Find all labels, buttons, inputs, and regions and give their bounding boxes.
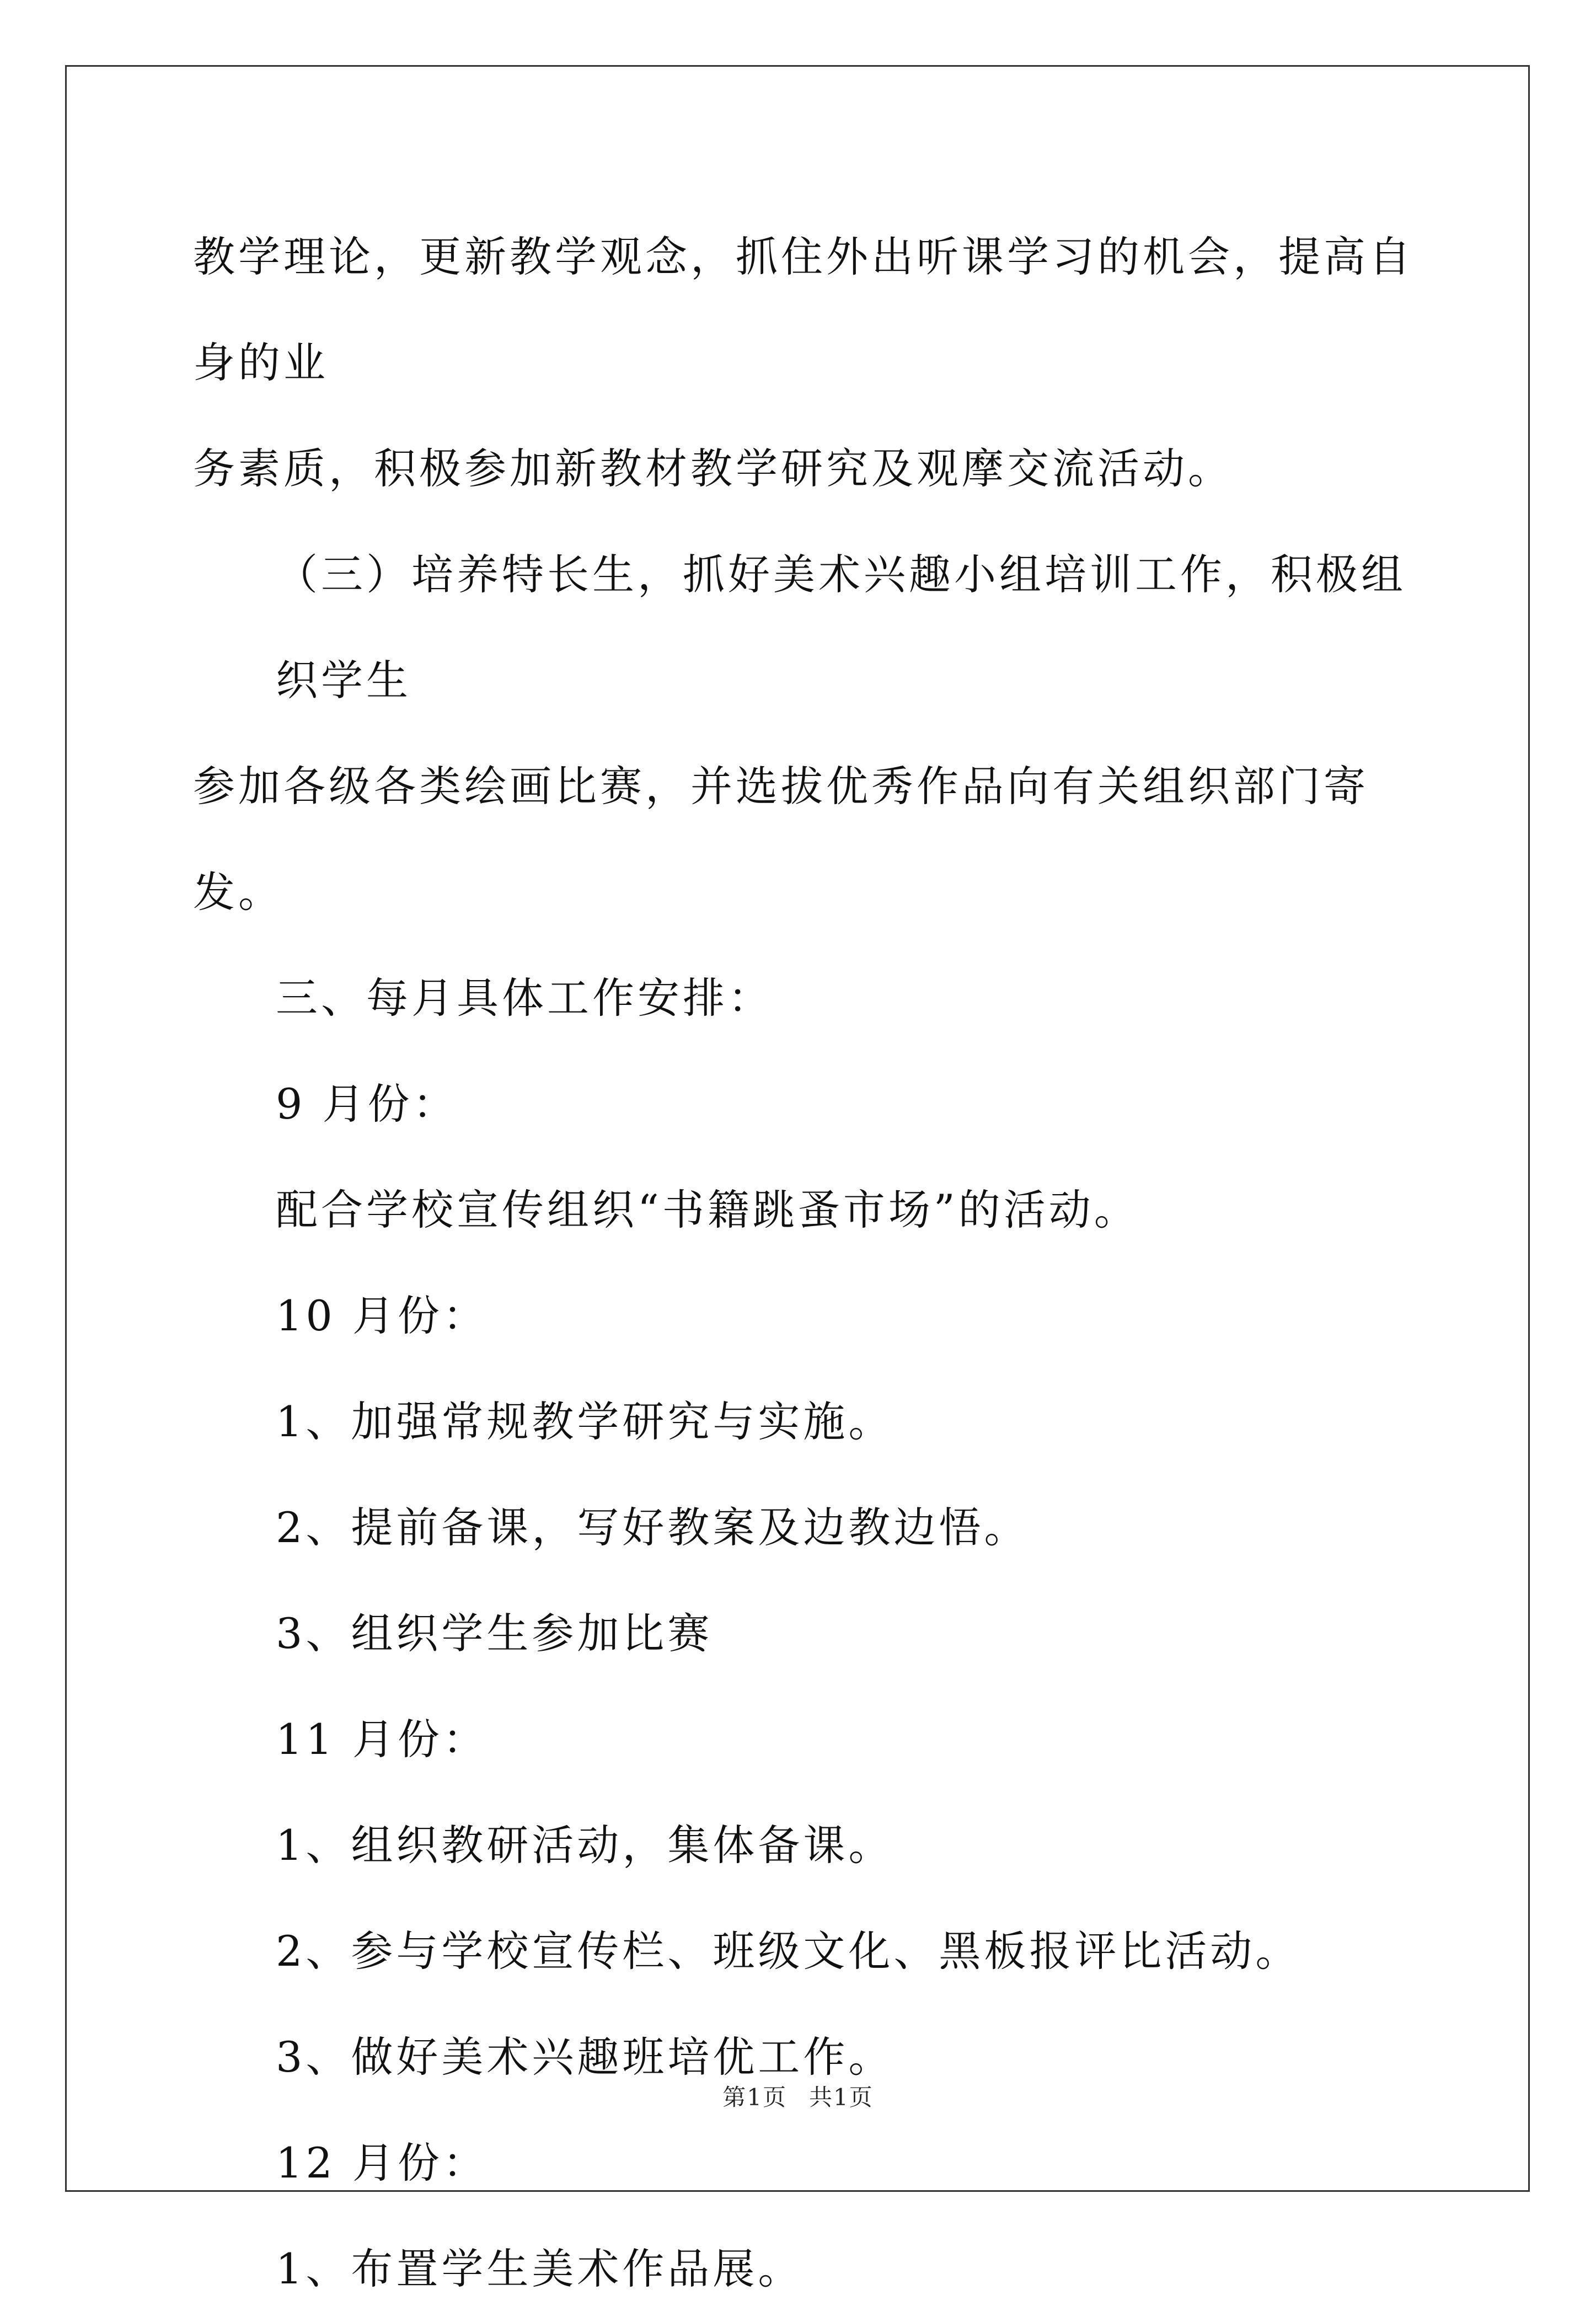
paragraph-4: 参加各级各类绘画比赛，并选拔优秀作品向有关组织部门寄发。: [193, 762, 1369, 917]
november-item-3: 3、做好美术兴趣班培优工作。: [276, 2032, 894, 2082]
month-heading-december: 12 月份：: [276, 2138, 488, 2187]
november-item-2: 2、参与学校宣传栏、班级文化、黑板报评比活动。: [276, 1927, 1301, 1976]
october-item-2: 2、提前备课，写好教案及边教边悟。: [276, 1503, 1030, 1552]
december-item-1: 1、布置学生美术作品展。: [276, 2244, 804, 2293]
paragraph-3: （三）培养特长生，抓好美术兴趣小组培训工作，积极组织学生: [276, 550, 1406, 705]
november-item-1: 1、组织教研活动，集体备课。: [276, 1821, 894, 1870]
paragraph-2: 务素质，积极参加新教材教学研究及观摩交流活动。: [193, 444, 1233, 493]
page-number: 第1页: [722, 2084, 787, 2111]
month-heading-september: 9 月份：: [276, 1079, 458, 1128]
october-item-1: 1、加强常规教学研究与实施。: [276, 1397, 894, 1446]
page-total: 共1页: [809, 2084, 874, 2111]
document-body: [193, 204, 1417, 2322]
month-heading-october: 10 月份：: [276, 1291, 488, 1340]
september-item: 配合学校宣传组织“书籍跳蚤市场”的活动。: [276, 1185, 1139, 1234]
paragraph-1: 教学理论，更新教学观念，抓住外出听课学习的机会，提高自身的业: [193, 232, 1414, 387]
month-heading-november: 11 月份：: [276, 1715, 488, 1764]
october-item-3: 3、组织学生参加比赛: [276, 1609, 713, 1658]
page-footer: [0, 2079, 1596, 2112]
section-heading-monthly-plan: 三、每月具体工作安排：: [276, 973, 773, 1023]
